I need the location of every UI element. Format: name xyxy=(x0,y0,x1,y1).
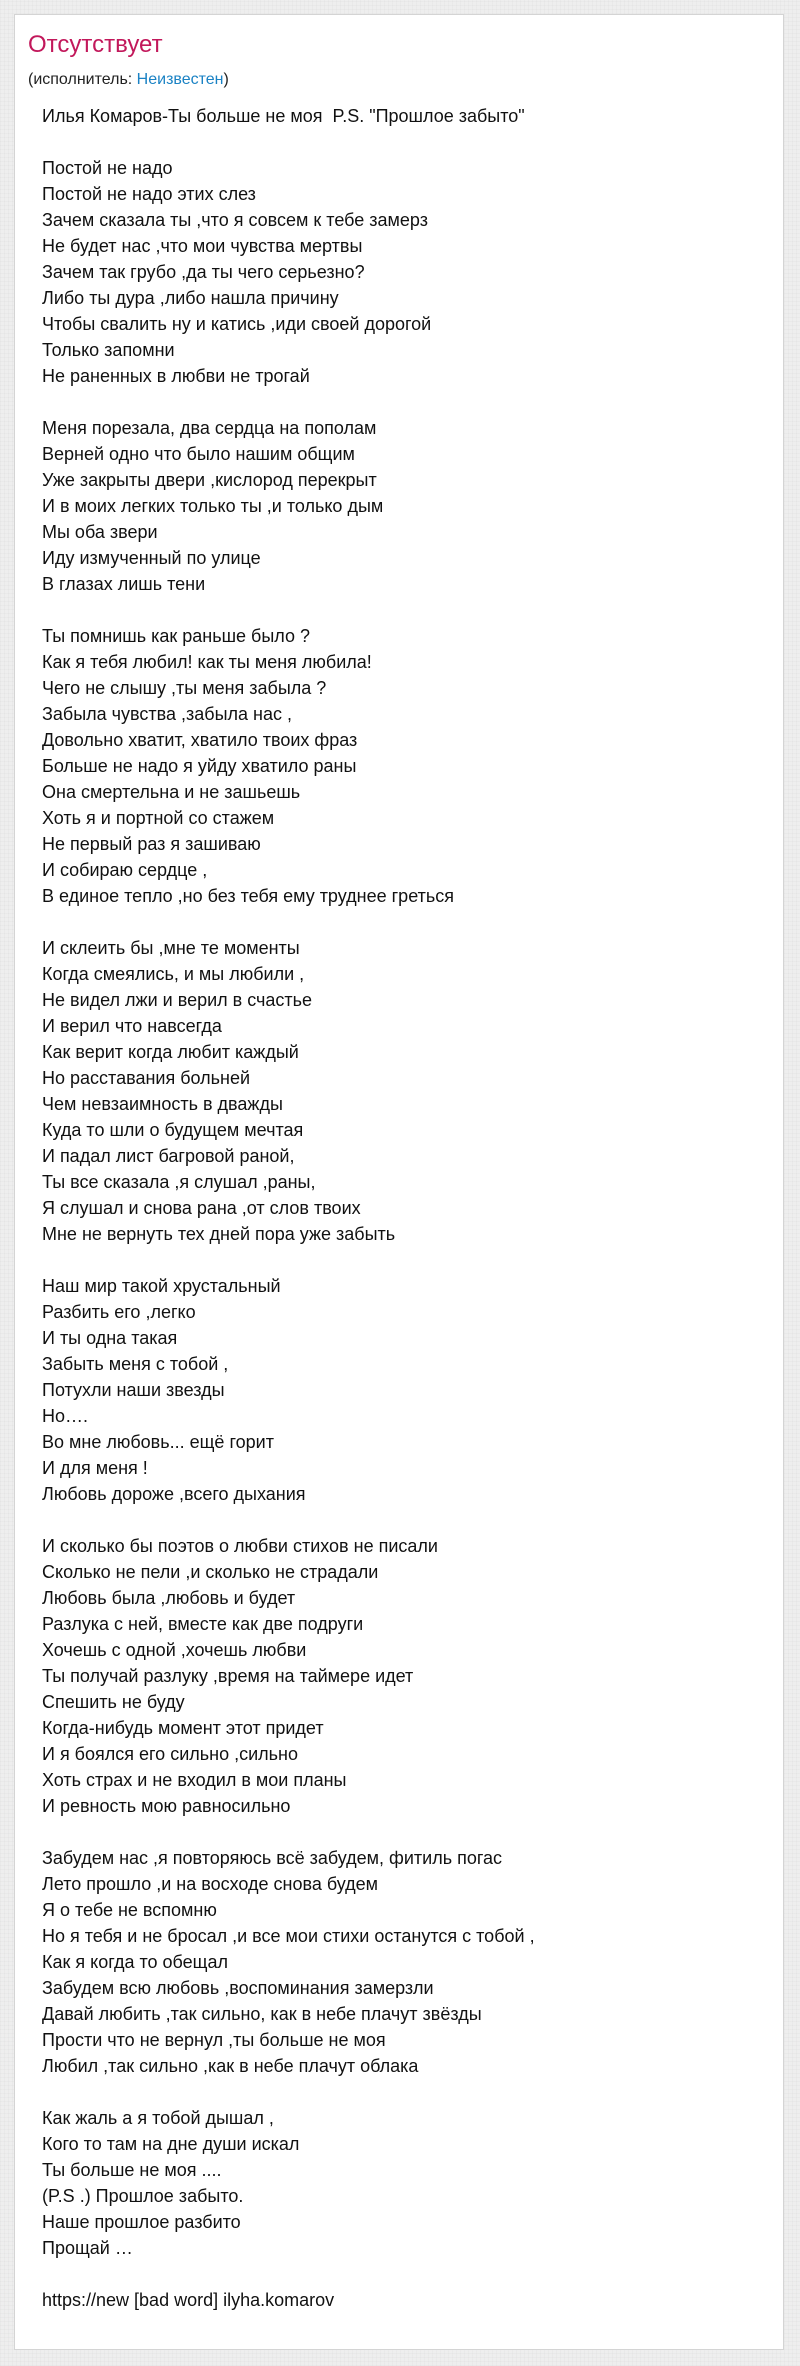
lyric-line xyxy=(42,597,762,623)
lyric-line: В единое тепло ,но без тебя ему труднее греться xyxy=(42,886,454,906)
lyric-line: Илья Комаров-Ты больше не моя P.S. "Прошлое забыто" xyxy=(42,106,525,126)
lyric-line xyxy=(42,1507,762,1533)
lyric-line: Иду измученный по улице xyxy=(42,548,261,568)
lyric-line: Но я тебя и не бросал ,и все мои стихи останутся с тобой , xyxy=(42,1926,535,1946)
lyric-line xyxy=(42,1247,762,1273)
lyric-line: Не видел лжи и верил в счастье xyxy=(42,990,313,1010)
lyric-line: Разлука с ней, вместе как две подруги xyxy=(42,1614,364,1634)
lyrics-text xyxy=(42,103,762,2313)
lyric-line: https://new [bad word] ilyha.komarov xyxy=(42,2290,335,2310)
lyric-line: Как я когда то обещал xyxy=(42,1952,228,1972)
lyric-line: Ты все сказала ,я слушал ,раны, xyxy=(42,1172,316,1192)
lyric-line: Когда-нибудь момент этот придет xyxy=(42,1718,324,1738)
lyric-line: Не первый раз я зашиваю xyxy=(42,834,261,854)
lyric-line: Верней одно что было нашим общим xyxy=(42,444,355,464)
performer-link[interactable]: Неизвестен xyxy=(136,71,224,88)
lyric-line: Она смертельна и не зашьешь xyxy=(42,782,301,802)
lyric-line: Разбить его ,легко xyxy=(42,1302,196,1322)
lyric-line: И падал лист багровой раной, xyxy=(42,1146,295,1166)
lyric-line: Как жаль а я тобой дышал , xyxy=(42,2108,274,2128)
lyric-line: И сколько бы поэтов о любви стихов не писали xyxy=(42,1536,438,1556)
lyric-line: Чем невзаимность в дважды xyxy=(42,1094,283,1114)
lyric-line: Ты получай разлуку ,время на таймере идет xyxy=(42,1666,414,1686)
lyric-line: Забудем нас ,я повторяюсь всё забудем, фитиль погас xyxy=(42,1848,503,1868)
lyric-line: В глазах лишь тени xyxy=(42,574,206,594)
lyric-line xyxy=(42,2079,762,2105)
lyric-line: Довольно хватит, хватило твоих фраз xyxy=(42,730,358,750)
lyric-line: Больше не надо я уйду хватило раны xyxy=(42,756,357,776)
lyric-line: Забыть меня с тобой , xyxy=(42,1354,229,1374)
lyric-line: Как верит когда любит каждый xyxy=(42,1042,299,1062)
lyric-line: Хоть страх и не входил в мои планы xyxy=(42,1770,347,1790)
lyric-line: Когда смеялись, и мы любили , xyxy=(42,964,305,984)
lyric-line: Спешить не буду xyxy=(42,1692,185,1712)
lyric-line xyxy=(42,2261,762,2287)
lyric-line: Либо ты дура ,либо нашла причину xyxy=(42,288,339,308)
lyric-line: И в моих легких только ты ,и только дым xyxy=(42,496,384,516)
lyric-line: Мне не вернуть тех дней пора уже забыть xyxy=(42,1224,396,1244)
lyric-line: Наше прошлое разбито xyxy=(42,2212,241,2232)
lyric-line: Забудем всю любовь ,воспоминания замерзли xyxy=(42,1978,434,1998)
lyric-line: Чтобы свалить ну и катись ,иди своей дорогой xyxy=(42,314,432,334)
lyric-line xyxy=(42,389,762,415)
lyric-line: И ревность мою равносильно xyxy=(42,1796,291,1816)
performer-line xyxy=(28,69,229,91)
lyric-line: Кого то там на дне души искал xyxy=(42,2134,300,2154)
lyric-line: Давай любить ,так сильно, как в небе плачут звёзды xyxy=(42,2004,482,2024)
lyric-line: Ты помнишь как раньше было ? xyxy=(42,626,311,646)
page-title: Отсутствует xyxy=(28,31,163,58)
lyric-line: И я боялся его сильно ,сильно xyxy=(42,1744,298,1764)
lyric-line: Мы оба звери xyxy=(42,522,158,542)
lyric-line: И верил что навсегда xyxy=(42,1016,222,1036)
lyric-line: Постой не надо этих слез xyxy=(42,184,256,204)
performer-prefix: (исполнитель: xyxy=(28,71,137,88)
lyric-line: И для меня ! xyxy=(42,1458,148,1478)
lyric-line: Любил ,так сильно ,как в небе плачут облака xyxy=(42,2056,419,2076)
lyric-line: (P.S .) Прошлое забыто. xyxy=(42,2186,244,2206)
lyric-line: Наш мир такой хрустальный xyxy=(42,1276,281,1296)
lyric-line: Сколько не пели ,и сколько не страдали xyxy=(42,1562,379,1582)
lyric-line xyxy=(42,1819,762,1845)
lyric-line: Не будет нас ,что мои чувства мертвы xyxy=(42,236,363,256)
lyric-line: Как я тебя любил! как ты меня любила! xyxy=(42,652,372,672)
lyric-line: Куда то шли о будущем мечтая xyxy=(42,1120,304,1140)
lyric-line xyxy=(42,129,762,155)
lyric-line: Потухли наши звезды xyxy=(42,1380,225,1400)
lyric-line: Зачем сказала ты ,что я совсем к тебе замерз xyxy=(42,210,428,230)
lyric-line: Хоть я и портной со стажем xyxy=(42,808,275,828)
lyric-line: Меня порезала, два сердца на пополам xyxy=(42,418,377,438)
lyric-line: Ты больше не моя .... xyxy=(42,2160,222,2180)
lyric-line: Любовь дороже ,всего дыхания xyxy=(42,1484,306,1504)
lyric-line: Уже закрыты двери ,кислород перекрыт xyxy=(42,470,377,490)
lyric-line: И ты одна такая xyxy=(42,1328,178,1348)
performer-suffix: ) xyxy=(223,71,229,88)
lyric-line: Постой не надо xyxy=(42,158,173,178)
lyric-line: Прощай … xyxy=(42,2238,133,2258)
lyric-line: Я слушал и снова рана ,от слов твоих xyxy=(42,1198,361,1218)
lyric-line xyxy=(42,909,762,935)
lyric-line: Забыла чувства ,забыла нас , xyxy=(42,704,292,724)
lyric-line: Зачем так грубо ,да ты чего серьезно? xyxy=(42,262,365,282)
lyric-line: И склеить бы ,мне те моменты xyxy=(42,938,300,958)
lyric-line: Хочешь с одной ,хочешь любви xyxy=(42,1640,307,1660)
lyric-line: Любовь была ,любовь и будет xyxy=(42,1588,296,1608)
lyric-line: Не раненных в любви не трогай xyxy=(42,366,310,386)
lyric-line: Только запомни xyxy=(42,340,175,360)
lyric-line: Чего не слышу ,ты меня забыла ? xyxy=(42,678,327,698)
lyric-line: И собираю сердце , xyxy=(42,860,208,880)
lyric-line: Но…. xyxy=(42,1406,89,1426)
lyric-line: Лето прошло ,и на восходе снова будем xyxy=(42,1874,379,1894)
lyric-line: Во мне любовь... ещё горит xyxy=(42,1432,274,1452)
lyric-line: Но расставания больней xyxy=(42,1068,251,1088)
lyric-line: Прости что не вернул ,ты больше не моя xyxy=(42,2030,386,2050)
lyric-line: Я о тебе не вспомню xyxy=(42,1900,217,1920)
